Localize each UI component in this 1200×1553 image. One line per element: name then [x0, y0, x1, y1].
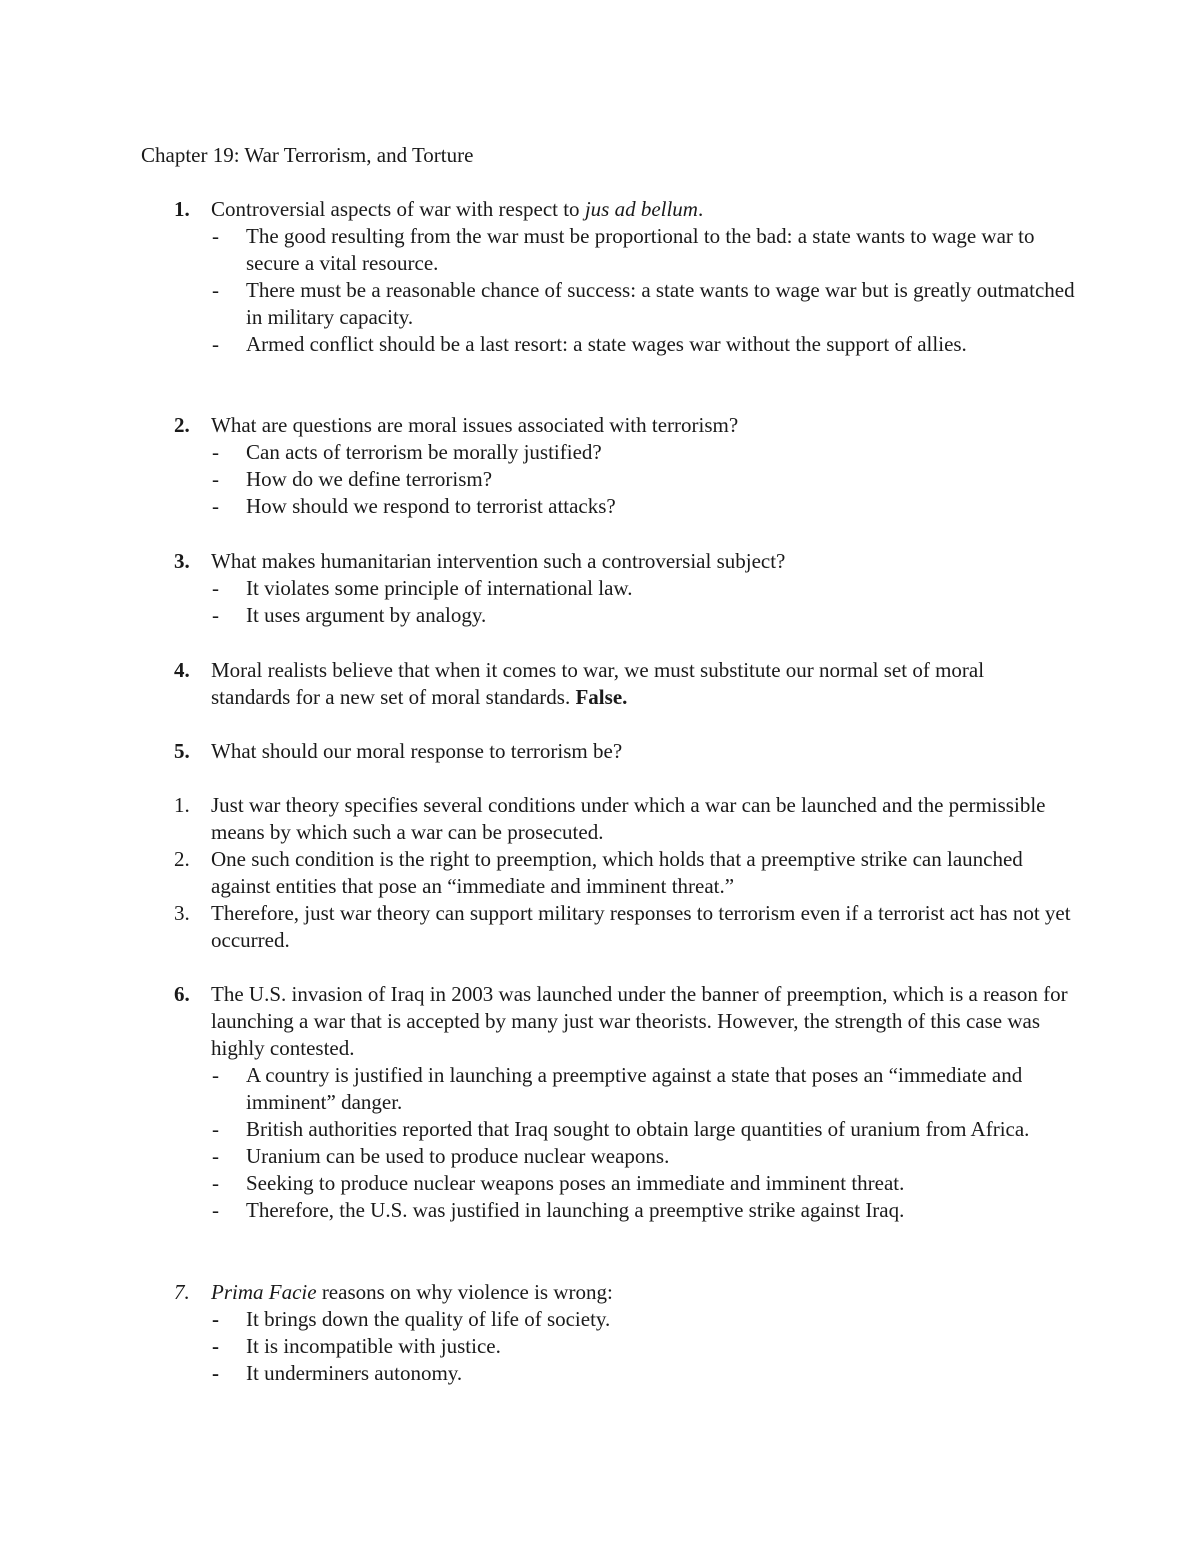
question-text: The U.S. invasion of Iraq in 2003 was launched under the banner of preemption, which is a reason for launching a war that is accepted by many just war theorists. However, the strength of this case was highly contested. — [211, 982, 1068, 1060]
question-number: 7. — [174, 1280, 190, 1304]
bullet-item: - British authorities reported that Iraq sought to obtain large quantities of uranium from Africa. — [212, 1117, 1030, 1141]
list-item: 1. Just war theory specifies several conditions under which a war can be launched and the permissible means by which such a war can be prosecuted. — [174, 793, 1046, 844]
bullet-item: - Therefore, the U.S. was justified in launching a preemptive strike against Iraq. — [212, 1198, 905, 1222]
question-text: Prima Facie reasons on why violence is wrong: — [211, 1280, 613, 1304]
bullet-item: - Seeking to produce nuclear weapons poses an immediate and imminent threat. — [212, 1171, 905, 1195]
question-2 — [0, 412, 1200, 520]
question-number: 1. — [174, 197, 190, 221]
bullet-item: - How do we define terrorism? — [212, 467, 493, 491]
question-number: 2. — [174, 413, 190, 437]
answer-text: False. — [575, 685, 628, 709]
question-1 — [0, 196, 1200, 358]
question-4 — [0, 657, 1200, 711]
question-5 — [0, 738, 1200, 765]
bullet-item: - Armed conflict should be a last resort: a state wages war without the support of allies. — [212, 332, 967, 356]
question-number: 3. — [174, 549, 190, 573]
bullet-item: - It violates some principle of international law. — [212, 576, 633, 600]
question-text: Controversial aspects of war with respect to jus ad bellum. — [211, 197, 704, 221]
bullet-item: - It brings down the quality of life of society. — [212, 1307, 611, 1331]
question-3 — [0, 548, 1200, 629]
numbered-argument-list — [0, 792, 1200, 954]
page-title: Chapter 19: War Terrorism, and Torture — [141, 143, 474, 167]
question-number: 4. — [174, 658, 190, 682]
bullet-item: - A country is justified in launching a preemptive against a state that poses an “immediate and imminent” danger. — [212, 1063, 1023, 1114]
bullet-item: - It uses argument by analogy. — [212, 603, 487, 627]
bullet-item: - There must be a reasonable chance of success: a state wants to wage war but is greatly outmatched in military capacity. — [212, 278, 1075, 329]
bullet-item: - It underminers autonomy. — [212, 1361, 463, 1385]
question-text: Moral realists believe that when it comes to war, we must substitute our normal set of moral standards for a new set of moral standards. False. — [211, 658, 985, 709]
bullet-item: - It is incompatible with justice. — [212, 1334, 501, 1358]
question-text: What are questions are moral issues associated with terrorism? — [211, 413, 739, 437]
question-text: What should our moral response to terrorism be? — [211, 739, 623, 763]
question-7 — [0, 1279, 1200, 1387]
bullet-item: - Can acts of terrorism be morally justified? — [212, 440, 602, 464]
list-item: 3. Therefore, just war theory can support military responses to terrorism even if a terrorist act has not yet occurred. — [174, 901, 1071, 952]
bullet-item: - The good resulting from the war must be proportional to the bad: a state wants to wage war to secure a vital resource. — [212, 224, 1035, 275]
question-number: 6. — [174, 982, 190, 1006]
question-text: What makes humanitarian intervention such a controversial subject? — [211, 549, 786, 573]
bullet-item: - Uranium can be used to produce nuclear weapons. — [212, 1144, 670, 1168]
question-number: 5. — [174, 739, 190, 763]
question-6 — [0, 981, 1200, 1224]
bullet-item: - How should we respond to terrorist attacks? — [212, 494, 616, 518]
list-item: 2. One such condition is the right to preemption, which holds that a preemptive strike can launched against entities that pose an “immediate and imminent threat.” — [174, 847, 1023, 898]
